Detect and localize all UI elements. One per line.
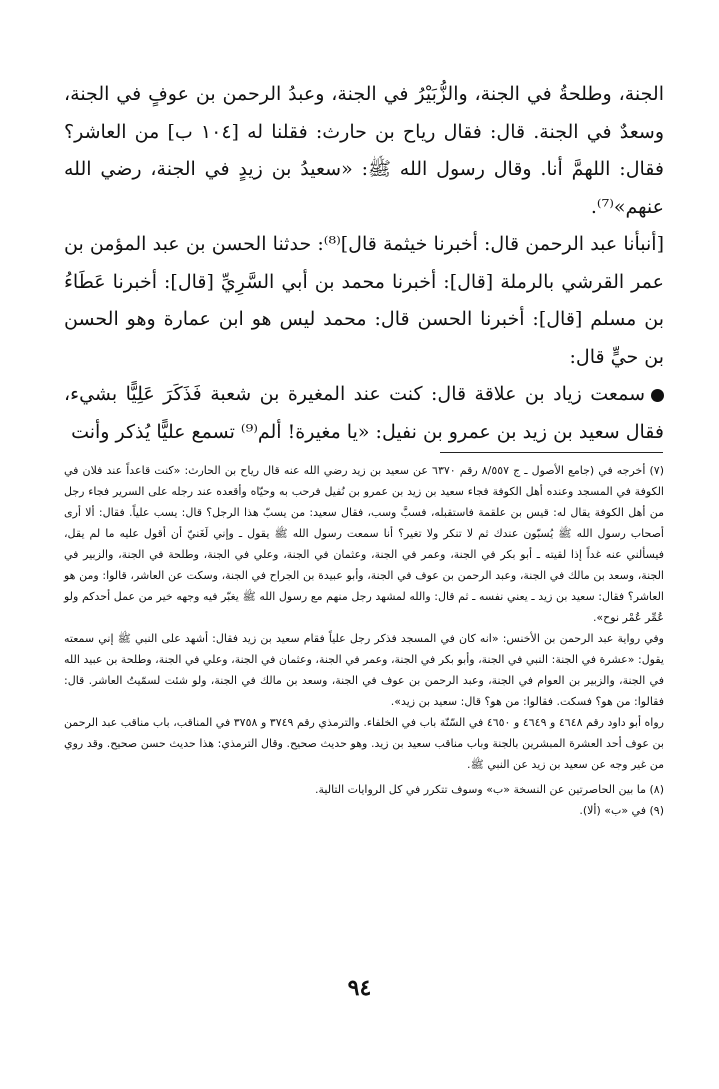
paragraph-1: الجنة، وطلحةُ في الجنة، والزُّبَيْرُ في الجنة، وعبدُ الرحمن بن عوفٍ في الجنة، وسعدٌ في الجنة. قال: فقال رياح بن حارث: فقلنا له [١٠٤ ب] من العاشر؟ فقال: اللهمَّ أنا. وقال رسول الله ﷺ: «سعيدُ بن زيدٍ في الجنة، رضي الله عنهم»⁽⁷⁾. [64,83,664,218]
footnotes-block [64,460,664,821]
footnote-9: (٩) في «ب» (ألا). [579,804,664,817]
footnote-7-part-3: رواه أبو داود رقم ٤٦٤٨ و ٤٦٤٩ و ٤٦٥٠ في السّنّة باب في الخلفاء. والترمذي رقم ٣٧٤٩ و ٣٧٥٨ في المناقب، باب مناقب عبد الرحمن بن عوف أحد العشرة المبشرين بالجنة وباب مناقب سعيد بن زيد. وهو حديث صحيح. وقال الترمذي: هذا حديث حسن صحيح. وقد روي من غير وجه عن سعيد بن زيد عن النبي ﷺ. [64,716,664,771]
paragraph-3 [64,376,664,451]
footnote-divider [440,452,663,453]
page-number: ٩٤ [347,975,372,1001]
footnote-7-part-1: (٧) أخرجه في (جامع الأصول ـ ج ٨/٥٥٧ رقم ٦٣٧٠ عن سعيد بن زيد رضي الله عنه قال رياح بن الحارث: «كنت قاعداً عند فلان في الكوفة في المسجد وعنده أهل الكوفة فجاء سعيد بن زيد بن عمرو بن نُفيل فرحب به وحيّاه وأقعده عند رجله على السرير فجاء رجل من أهل الكوفة يقال له: قيس بن علقمة فاستقبله، فسبَّ وسب، فقال سعيد: من يسبّ هذا الرجل؟ قال: يسب علياً. فقال: ألا أرى أصحاب رسول الله ﷺ يُسبّون عندك ثم لا تنكر ولا تغير؟ أنا سمعت رسول الله ﷺ يقول ـ وإني لَغَنيّ أن أقول عليه ما لم يقل، فيسألني عنه غداً إذا لقيته ـ أبو بكر في الجنة، وعمر في الجنة، وعثمان في الجنة، وعلي في الجنة، وطلحة في الجنة، والزبير في الجنة، وسعد بن مالك في الجنة، وعبد الرحمن بن عوف في الجنة، وأبو عبيدة بن الجراح في الجنة، وسكت عن العاشر، قالوا: ومن هو العاشر؟ فقال: سعيد بن زيد ـ يعني نفسه ـ ثم قال: والله لمشهد رجل منهم مع رسول الله ﷺ يغبّر فيه وجهه خير من عمل أحدكم ولو عُمِّر عُمْر نوح». [64,464,664,624]
bullet-icon [651,389,664,402]
footnote-7-part-2: وفي رواية عبد الرحمن بن الأخنس: «انه كان في المسجد فذكر رجل علياً فقام سعيد بن زيد فقال: أشهد على النبي ﷺ إني سمعته يقول: «عشرة في الجنة: النبي في الجنة، وأبو بكر في الجنة، وعمر في الجنة، وعثمان في الجنة، وعلي في الجنة، وطلحة بن عبيد الله في الجنة، والزبير بن العوام في الجنة، وعبد الرحمن بن عوف في الجنة، وسعد بن مالك في الجنة، ولو شئت لسمّيتُ العاشر. قال: فقالوا: من هو؟ فسكت. فقالوا: من هو؟ قال: سعيد بن زيد». [64,632,664,708]
paragraph-3-text: سمعت زياد بن علاقة قال: كنت عند المغيرة بن شعبة فَذَكَرَ عَلِيًّا بشيء، فقال سعيد بن زيد بن عمرو بن نفيل: «يا مغيرة! ألم⁽⁹⁾ تسمع عليًّا يُذكر وأنت [64,383,664,443]
footnote-8: (٨) ما بين الحاصرتين عن النسخة «ب» وسوف تتكرر في كل الروايات التالية. [315,783,664,796]
main-text-block [64,76,664,451]
paragraph-2: [أنبأنا عبد الرحمن قال: أخبرنا خيثمة قال]⁽⁸⁾: حدثنا الحسن بن عبد المؤمن بن عمر القرشي بالرملة [قال]: أخبرنا محمد بن أبي السَّرِيِّ [قال]: أخبرنا عَطَاءُ بن مسلم [قال]: أخبرنا الحسن قال: محمد ليس هو ابن عمارة وهو الحسن بن حيٍّ قال: [64,233,664,368]
